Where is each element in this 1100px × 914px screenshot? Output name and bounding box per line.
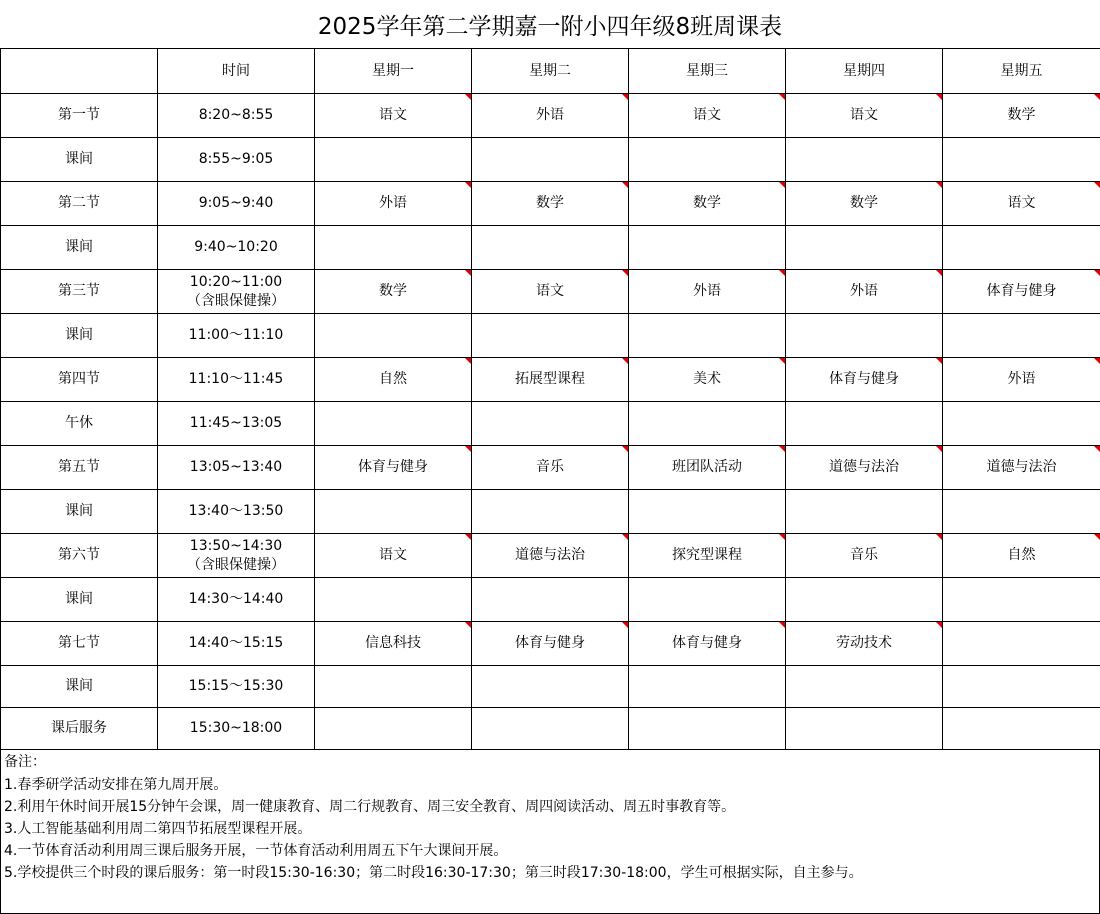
header-day: 星期三 <box>629 49 786 94</box>
subject-cell <box>943 402 1100 446</box>
subject-cell <box>629 578 786 622</box>
subject-name: 外语 <box>693 283 721 299</box>
comment-marker-icon <box>779 534 785 540</box>
subject-cell <box>315 622 472 666</box>
subject-cell <box>315 182 472 226</box>
subject-cell <box>943 226 1100 270</box>
comment-marker-icon <box>465 358 471 364</box>
subject-cell <box>629 402 786 446</box>
subject-name: 语文 <box>536 283 564 299</box>
subject-cell <box>786 270 943 314</box>
period-label: 第一节 <box>1 94 158 138</box>
subject-cell <box>472 578 629 622</box>
subject-cell <box>629 270 786 314</box>
period-time: 13:05~13:40 <box>158 446 315 490</box>
comment-marker-icon <box>1094 94 1100 100</box>
subject-name: 语文 <box>379 547 407 563</box>
notes-box <box>0 749 1100 914</box>
subject-name: 外语 <box>1007 371 1036 387</box>
subject-cell <box>629 446 786 490</box>
subject-name: 自然 <box>1007 547 1036 563</box>
subject-name: 班团队活动 <box>672 459 742 475</box>
subject-cell <box>943 314 1100 358</box>
subject-name: 外语 <box>850 283 878 299</box>
comment-marker-icon <box>622 270 628 276</box>
subject-cell <box>786 490 943 534</box>
subject-cell <box>472 358 629 402</box>
schedule-row <box>1 446 1100 490</box>
subject-cell <box>315 446 472 490</box>
subject-name: 信息科技 <box>365 635 421 651</box>
subject-cell <box>315 534 472 578</box>
subject-cell <box>943 578 1100 622</box>
subject-name: 语文 <box>1007 195 1036 211</box>
period-time-main: 13:50~14:30 <box>189 537 283 554</box>
subject-cell <box>786 138 943 182</box>
period-time-note: （含眼保健操） <box>187 292 285 309</box>
subject-cell <box>472 666 629 708</box>
subject-name: 数学 <box>379 283 407 299</box>
comment-marker-icon <box>779 358 785 364</box>
comment-marker-icon <box>936 622 942 628</box>
schedule-row <box>1 708 1100 750</box>
subject-cell <box>943 446 1100 490</box>
subject-cell <box>472 708 629 750</box>
period-time: 13:40～13:50 <box>158 490 315 534</box>
period-label: 第二节 <box>1 182 158 226</box>
comment-marker-icon <box>465 270 471 276</box>
comment-marker-icon <box>779 270 785 276</box>
subject-cell <box>629 358 786 402</box>
subject-cell <box>315 314 472 358</box>
subject-name: 体育与健身 <box>829 371 899 387</box>
notes-heading: 备注： <box>4 754 46 770</box>
comment-marker-icon <box>936 94 942 100</box>
comment-marker-icon <box>622 358 628 364</box>
period-label: 课间 <box>1 226 158 270</box>
schedule-row <box>1 314 1100 358</box>
subject-cell <box>315 490 472 534</box>
subject-name: 外语 <box>536 107 564 123</box>
subject-cell <box>943 708 1100 750</box>
subject-cell <box>472 138 629 182</box>
subject-cell <box>629 94 786 138</box>
subject-cell <box>786 314 943 358</box>
schedule-row <box>1 138 1100 182</box>
schedule-row <box>1 578 1100 622</box>
note-item: 3.人工智能基础利用周二第四节拓展型课程开展。 <box>4 821 312 837</box>
subject-name: 道德与法治 <box>829 459 899 475</box>
subject-name: 数学 <box>536 195 564 211</box>
subject-name: 体育与健身 <box>672 635 742 651</box>
subject-cell <box>629 534 786 578</box>
note-item: 5.学校提供三个时段的课后服务：第一时段15:30-16:30；第二时段16:30-17:30；第三时段17:30-18:00，学生可根据实际，自主参与。 <box>4 865 863 881</box>
period-label: 课后服务 <box>1 708 158 750</box>
period-time: 11:10～11:45 <box>158 358 315 402</box>
period-time: 11:00～11:10 <box>158 314 315 358</box>
period-time: 8:20~8:55 <box>158 94 315 138</box>
subject-cell <box>786 708 943 750</box>
comment-marker-icon <box>936 446 942 452</box>
subject-cell <box>943 138 1100 182</box>
period-label: 第五节 <box>1 446 158 490</box>
header-time: 时间 <box>158 49 315 94</box>
note-item: 2.利用午休时间开展15分钟午会课，周一健康教育、周二行规教育、周三安全教育、周四阅读活动、周五时事教育等。 <box>4 799 736 815</box>
schedule-row <box>1 402 1100 446</box>
subject-cell <box>472 534 629 578</box>
subject-cell <box>629 226 786 270</box>
subject-name: 劳动技术 <box>836 635 892 651</box>
subject-name: 体育与健身 <box>515 635 585 651</box>
schedule-row <box>1 182 1100 226</box>
subject-cell <box>943 666 1100 708</box>
comment-marker-icon <box>622 446 628 452</box>
subject-name: 语文 <box>379 107 407 123</box>
subject-cell <box>786 578 943 622</box>
note-item: 1.春季研学活动安排在第九周开展。 <box>4 777 228 793</box>
subject-name: 语文 <box>850 107 878 123</box>
subject-name: 音乐 <box>850 547 878 563</box>
schedule-row <box>1 226 1100 270</box>
schedule-row <box>1 622 1100 666</box>
comment-marker-icon <box>465 182 471 188</box>
subject-cell <box>943 534 1100 578</box>
subject-cell <box>629 138 786 182</box>
subject-cell <box>472 490 629 534</box>
header-day: 星期二 <box>472 49 629 94</box>
comment-marker-icon <box>1094 358 1100 364</box>
comment-marker-icon <box>622 534 628 540</box>
period-time: 9:40~10:20 <box>158 226 315 270</box>
subject-cell <box>629 666 786 708</box>
subject-name: 道德与法治 <box>515 547 585 563</box>
comment-marker-icon <box>936 182 942 188</box>
subject-cell <box>315 358 472 402</box>
subject-name: 体育与健身 <box>358 459 428 475</box>
subject-name: 自然 <box>379 371 407 387</box>
subject-cell <box>786 402 943 446</box>
subject-name: 拓展型课程 <box>515 371 585 387</box>
header-day: 星期四 <box>786 49 943 94</box>
subject-name: 语文 <box>693 107 721 123</box>
subject-cell <box>786 622 943 666</box>
subject-cell <box>786 182 943 226</box>
period-time: 14:30～14:40 <box>158 578 315 622</box>
subject-cell <box>786 534 943 578</box>
subject-cell <box>315 578 472 622</box>
subject-cell <box>786 358 943 402</box>
schedule-row <box>1 666 1100 708</box>
subject-cell <box>315 666 472 708</box>
subject-cell <box>472 94 629 138</box>
subject-cell <box>943 94 1100 138</box>
subject-name: 数学 <box>693 195 721 211</box>
period-time <box>158 534 315 578</box>
period-time: 15:30~18:00 <box>158 708 315 750</box>
header-day: 星期五 <box>943 49 1100 94</box>
comment-marker-icon <box>1094 446 1100 452</box>
comment-marker-icon <box>779 622 785 628</box>
comment-marker-icon <box>622 182 628 188</box>
comment-marker-icon <box>1094 270 1100 276</box>
subject-cell <box>786 94 943 138</box>
period-time-main: 10:20~11:00 <box>189 273 283 290</box>
subject-cell <box>472 622 629 666</box>
subject-name: 外语 <box>379 195 407 211</box>
subject-cell <box>315 708 472 750</box>
comment-marker-icon <box>622 622 628 628</box>
timetable <box>0 48 1100 750</box>
period-label: 课间 <box>1 490 158 534</box>
subject-cell <box>629 490 786 534</box>
subject-cell <box>629 708 786 750</box>
period-time: 14:40～15:15 <box>158 622 315 666</box>
subject-cell <box>943 358 1100 402</box>
subject-name: 数学 <box>1007 107 1036 123</box>
comment-marker-icon <box>465 534 471 540</box>
subject-cell <box>629 182 786 226</box>
subject-cell <box>943 182 1100 226</box>
period-label: 第四节 <box>1 358 158 402</box>
subject-name: 道德与法治 <box>986 459 1057 475</box>
comment-marker-icon <box>936 270 942 276</box>
comment-marker-icon <box>465 94 471 100</box>
period-time: 9:05~9:40 <box>158 182 315 226</box>
period-label: 课间 <box>1 666 158 708</box>
subject-name: 美术 <box>693 371 721 387</box>
schedule-row <box>1 534 1100 578</box>
subject-cell <box>943 622 1100 666</box>
subject-cell <box>472 402 629 446</box>
period-time: 11:45~13:05 <box>158 402 315 446</box>
subject-cell <box>472 270 629 314</box>
comment-marker-icon <box>779 446 785 452</box>
subject-cell <box>786 666 943 708</box>
period-label: 第三节 <box>1 270 158 314</box>
period-label: 第七节 <box>1 622 158 666</box>
subject-cell <box>786 226 943 270</box>
corner-cell <box>1 49 158 94</box>
subject-cell <box>472 226 629 270</box>
schedule-row <box>1 94 1100 138</box>
comment-marker-icon <box>1094 534 1100 540</box>
subject-cell <box>472 182 629 226</box>
subject-name: 数学 <box>850 195 878 211</box>
period-label: 第六节 <box>1 534 158 578</box>
comment-marker-icon <box>779 182 785 188</box>
period-label: 课间 <box>1 138 158 182</box>
subject-cell <box>629 314 786 358</box>
subject-cell <box>315 94 472 138</box>
comment-marker-icon <box>465 622 471 628</box>
period-label: 午休 <box>1 402 158 446</box>
subject-name: 体育与健身 <box>986 283 1057 299</box>
subject-cell <box>315 138 472 182</box>
subject-cell <box>943 270 1100 314</box>
subject-cell <box>786 446 943 490</box>
page-title: 2025学年第二学期嘉一附小四年级8班周课表 <box>317 13 783 40</box>
period-label: 课间 <box>1 578 158 622</box>
comment-marker-icon <box>936 358 942 364</box>
schedule-row <box>1 270 1100 314</box>
period-time: 15:15～15:30 <box>158 666 315 708</box>
subject-name: 音乐 <box>536 459 564 475</box>
subject-cell <box>629 622 786 666</box>
comment-marker-icon <box>936 534 942 540</box>
comment-marker-icon <box>465 446 471 452</box>
schedule-row <box>1 490 1100 534</box>
period-label: 课间 <box>1 314 158 358</box>
subject-cell <box>315 402 472 446</box>
note-item: 4.一节体育活动利用周三课后服务开展，一节体育活动利用周五下午大课间开展。 <box>4 843 508 859</box>
period-time-note: （含眼保健操） <box>187 556 285 573</box>
subject-cell <box>315 226 472 270</box>
subject-cell <box>315 270 472 314</box>
comment-marker-icon <box>779 94 785 100</box>
period-time <box>158 270 315 314</box>
header-row <box>1 49 1100 94</box>
comment-marker-icon <box>1094 182 1100 188</box>
comment-marker-icon <box>622 94 628 100</box>
subject-cell <box>472 446 629 490</box>
schedule-row <box>1 358 1100 402</box>
subject-cell <box>472 314 629 358</box>
subject-cell <box>943 490 1100 534</box>
header-day: 星期一 <box>315 49 472 94</box>
period-time: 8:55~9:05 <box>158 138 315 182</box>
subject-name: 探究型课程 <box>672 547 742 563</box>
